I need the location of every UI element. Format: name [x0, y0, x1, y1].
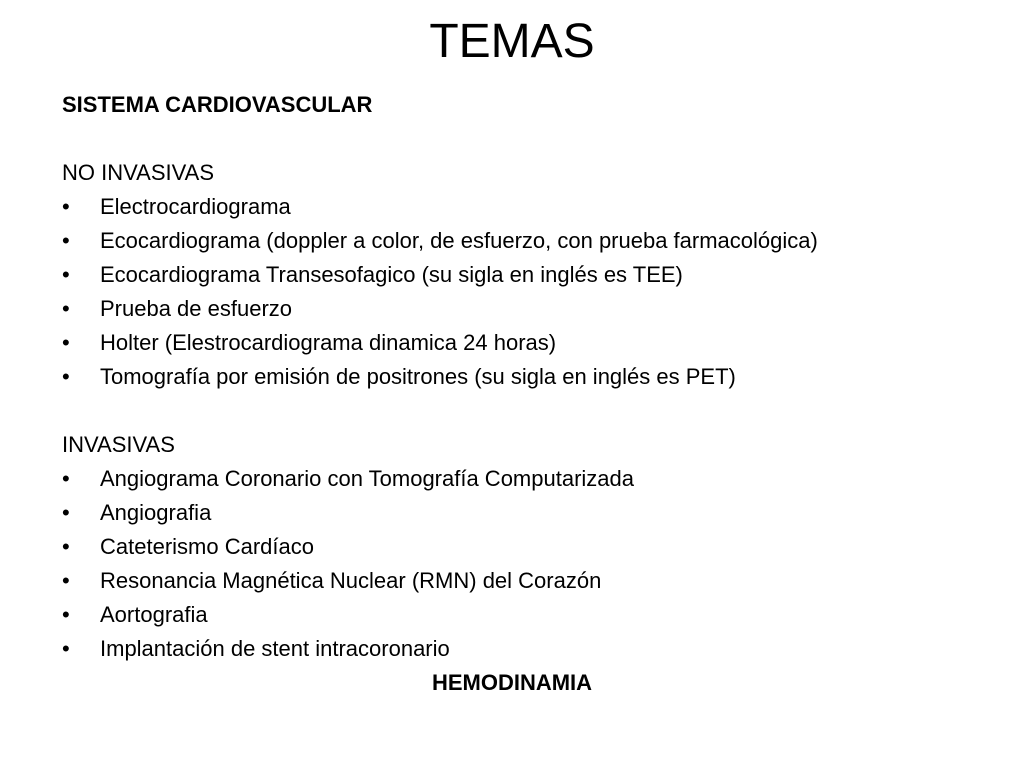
list-item-text: Holter (Elestrocardiograma dinamica 24 horas) [100, 330, 557, 355]
list-item [62, 258, 982, 292]
list-item [62, 224, 982, 258]
bullet-icon: • [62, 262, 70, 287]
list-item-text: Ecocardiograma (doppler a color, de esfuerzo, con prueba farmacológica) [100, 228, 818, 253]
bullet-icon: • [62, 296, 70, 321]
section-title: SISTEMA CARDIOVASCULAR [62, 92, 373, 117]
list-item-text: Aortografia [100, 602, 208, 627]
list-item [62, 190, 982, 224]
bullet-icon: • [62, 466, 70, 491]
list-item-text: Tomografía por emisión de positrones (su sigla en inglés es PET) [100, 364, 736, 389]
list-item [62, 530, 982, 564]
bullet-icon: • [62, 194, 70, 219]
list-item-text: Electrocardiograma [100, 194, 291, 219]
list-item-text: Cateterismo Cardíaco [100, 534, 314, 559]
invasive-heading: INVASIVAS [62, 432, 175, 457]
list-item [62, 564, 982, 598]
slide-title: TEMAS [429, 15, 595, 68]
slide-content [62, 88, 982, 666]
spacer [62, 394, 982, 428]
bullet-icon: • [62, 568, 70, 593]
list-item [62, 496, 982, 530]
bullet-icon: • [62, 330, 70, 355]
non-invasive-heading: NO INVASIVAS [62, 160, 215, 185]
list-item [62, 632, 982, 666]
footer-label: HEMODINAMIA [431, 670, 593, 695]
bullet-icon: • [62, 534, 70, 559]
bullet-icon: • [62, 602, 70, 627]
list-item [62, 292, 982, 326]
list-item [62, 462, 982, 496]
bullet-icon: • [62, 500, 70, 525]
spacer [62, 122, 982, 156]
list-item-text: Resonancia Magnética Nuclear (RMN) del Corazón [100, 568, 602, 593]
list-item-text: Angiograma Coronario con Tomografía Computarizada [100, 466, 634, 491]
list-item [62, 326, 982, 360]
list-item [62, 598, 982, 632]
bullet-icon: • [62, 228, 70, 253]
list-item-text: Implantación de stent intracoronario [100, 636, 450, 661]
bullet-icon: • [62, 636, 70, 661]
list-item-text: Prueba de esfuerzo [100, 296, 293, 321]
list-item-text: Angiografia [100, 500, 212, 525]
list-item-text: Ecocardiograma Transesofagico (su sigla en inglés es TEE) [100, 262, 683, 287]
bullet-icon: • [62, 364, 70, 389]
list-item [62, 360, 982, 394]
